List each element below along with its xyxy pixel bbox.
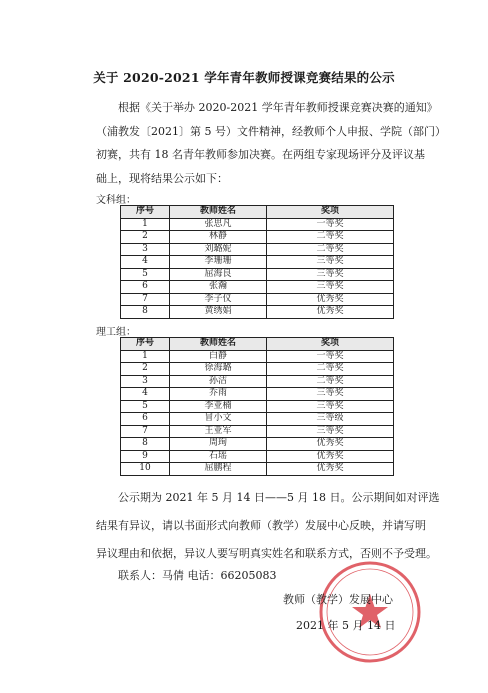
cell-teacher-name: 林静 bbox=[170, 231, 267, 244]
column-header-award: 奖项 bbox=[267, 338, 394, 351]
signature-org: 教师（教学）发展中心 bbox=[283, 593, 393, 606]
cell-index: 4 bbox=[121, 388, 170, 401]
cell-index: 4 bbox=[121, 256, 170, 269]
table-header-row bbox=[121, 206, 394, 219]
cell-teacher-name: 刘璐妮 bbox=[170, 243, 267, 256]
cell-award: 一等奖 bbox=[267, 218, 394, 231]
table-row bbox=[121, 256, 394, 269]
cell-teacher-name: 王亚军 bbox=[170, 425, 267, 438]
cell-index: 1 bbox=[121, 218, 170, 231]
cell-award: 优秀奖 bbox=[267, 463, 394, 476]
column-header-name: 教师姓名 bbox=[170, 206, 267, 219]
table-row bbox=[121, 450, 394, 463]
table-row bbox=[121, 375, 394, 388]
cell-award: 二等奖 bbox=[267, 363, 394, 376]
cell-index: 10 bbox=[121, 463, 170, 476]
cell-index: 8 bbox=[121, 306, 170, 319]
cell-teacher-name: 李亚楠 bbox=[170, 400, 267, 413]
cell-teacher-name: 冒小文 bbox=[170, 413, 267, 426]
cell-teacher-name: 徐海璐 bbox=[170, 363, 267, 376]
cell-index: 2 bbox=[121, 363, 170, 376]
cell-index: 9 bbox=[121, 450, 170, 463]
cell-award: 二等奖 bbox=[267, 375, 394, 388]
column-header-award: 奖项 bbox=[267, 206, 394, 219]
column-header-name: 教师姓名 bbox=[170, 338, 267, 351]
cell-award: 优秀奖 bbox=[267, 450, 394, 463]
table-row bbox=[121, 293, 394, 306]
cell-teacher-name: 张思凡 bbox=[170, 218, 267, 231]
cell-teacher-name: 李子仪 bbox=[170, 293, 267, 306]
table-row bbox=[121, 243, 394, 256]
table-header-row bbox=[121, 338, 394, 351]
cell-award: 优秀奖 bbox=[267, 306, 394, 319]
cell-index: 5 bbox=[121, 400, 170, 413]
result-table-wenke bbox=[120, 205, 394, 319]
cell-award: 优秀奖 bbox=[267, 293, 394, 306]
official-seal bbox=[318, 560, 422, 664]
table-row bbox=[121, 268, 394, 281]
cell-teacher-name: 屈鹏程 bbox=[170, 463, 267, 476]
intro-line: （浦教发〔2021〕第 5 号）文件精神，经教师个人申报、学院（部门） bbox=[96, 124, 446, 138]
cell-index: 6 bbox=[121, 281, 170, 294]
table-row bbox=[121, 363, 394, 376]
cell-index: 5 bbox=[121, 268, 170, 281]
notice-line: 异议理由和依据，异议人要写明真实姓名和联系方式，否则不予受理。 bbox=[96, 547, 437, 560]
cell-award: 二等奖 bbox=[267, 231, 394, 244]
column-header-index: 序号 bbox=[121, 206, 170, 219]
cell-teacher-name: 周珣 bbox=[170, 438, 267, 451]
group-label-ligong: 理工组： bbox=[96, 327, 136, 338]
intro-line: 根据《关于举办 2020-2021 学年青年教师授课竞赛决赛的通知》 bbox=[118, 101, 438, 114]
cell-index: 7 bbox=[121, 293, 170, 306]
table-row bbox=[121, 438, 394, 451]
cell-award: 三等奖 bbox=[267, 400, 394, 413]
cell-award: 二等奖 bbox=[267, 243, 394, 256]
document-title: 关于 2020-2021 学年青年教师授课竞赛结果的公示 bbox=[93, 70, 395, 85]
cell-award: 三等奖 bbox=[267, 388, 394, 401]
table-row bbox=[121, 281, 394, 294]
cell-award: 三等奖 bbox=[267, 256, 394, 269]
cell-award: 三等奖 bbox=[267, 425, 394, 438]
cell-teacher-name: 屈海良 bbox=[170, 268, 267, 281]
group-label-wenke: 文科组： bbox=[96, 195, 136, 206]
table-row bbox=[121, 388, 394, 401]
cell-index: 3 bbox=[121, 243, 170, 256]
cell-teacher-name: 石瑶 bbox=[170, 450, 267, 463]
cell-index: 6 bbox=[121, 413, 170, 426]
table-row bbox=[121, 306, 394, 319]
contact-line: 联系人：马倩 电话：66205083 bbox=[118, 569, 277, 582]
cell-index: 3 bbox=[121, 375, 170, 388]
cell-award: 三等级 bbox=[267, 413, 394, 426]
cell-teacher-name: 黄绣娟 bbox=[170, 306, 267, 319]
intro-line: 础上，现将结果公示如下： bbox=[96, 171, 228, 185]
cell-teacher-name: 白静 bbox=[170, 350, 267, 363]
notice-line: 结果有异议，请以书面形式向教师（教学）发展中心反映，并请写明 bbox=[96, 519, 426, 532]
result-table-ligong bbox=[120, 337, 394, 476]
cell-index: 8 bbox=[121, 438, 170, 451]
cell-award: 一等奖 bbox=[267, 350, 394, 363]
cell-award: 三等奖 bbox=[267, 268, 394, 281]
table-row bbox=[121, 400, 394, 413]
cell-teacher-name: 乔雨 bbox=[170, 388, 267, 401]
cell-index: 7 bbox=[121, 425, 170, 438]
intro-line: 初赛，共有 18 名青年教师参加决赛。在两组专家现场评分及评议基 bbox=[96, 148, 425, 161]
cell-teacher-name: 孙洁 bbox=[170, 375, 267, 388]
notice-line: 公示期为 2021 年 5 月 14 日——5 月 18 日。公示期间如对评选 bbox=[118, 491, 440, 504]
intro-paragraph bbox=[96, 96, 446, 190]
notice-paragraph bbox=[96, 484, 440, 568]
cell-index: 2 bbox=[121, 231, 170, 244]
cell-teacher-name: 李珊珊 bbox=[170, 256, 267, 269]
cell-index: 1 bbox=[121, 350, 170, 363]
table-row bbox=[121, 413, 394, 426]
table-row bbox=[121, 231, 394, 244]
table-row bbox=[121, 425, 394, 438]
cell-teacher-name: 张瀚 bbox=[170, 281, 267, 294]
table-row bbox=[121, 350, 394, 363]
table-row bbox=[121, 463, 394, 476]
signature-date: 2021 年 5 月 14 日 bbox=[296, 619, 396, 632]
table-row bbox=[121, 218, 394, 231]
column-header-index: 序号 bbox=[121, 338, 170, 351]
cell-award: 三等奖 bbox=[267, 281, 394, 294]
cell-award: 优秀奖 bbox=[267, 438, 394, 451]
